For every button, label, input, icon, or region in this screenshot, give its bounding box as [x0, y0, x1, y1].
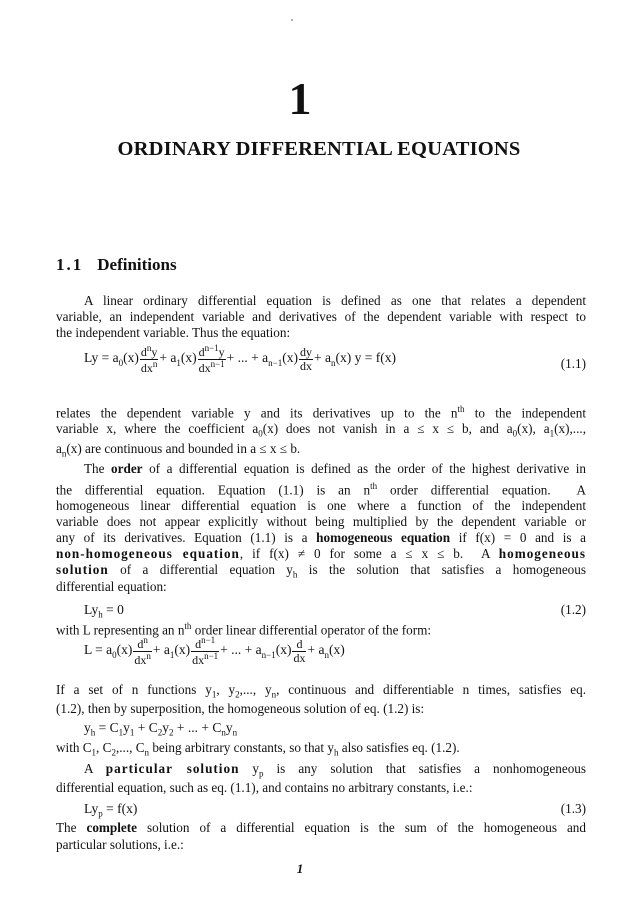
- equation-1-1: $Ly = a_0(x)$ $\frac{d^ny}{dx^n}$ + $a_1(x)$ $\frac{d^{n-1}y}{dx^{n-1}}$ + ... + $a_{n-1}(x)$ $\frac{dy}{dx}$ + $a_n(x) y = f(x)$: [84, 343, 396, 375]
- paragraph-line: homogeneous linear differential equation is one where a function of the independent: [56, 498, 586, 513]
- paragraph-line: particular solutions, i.e.:: [56, 837, 184, 852]
- paragraph-line: variable, an independent variable and derivatives of the dependent variable with respect to: [56, 309, 586, 324]
- paragraph-line: A particular solution $y_p$ is any solution that satisfies a nonhomogeneous: [84, 761, 587, 779]
- paragraph-line: $a_n(x)$ are continuous and bounded in a ≤ x ≤ b.: [56, 441, 301, 459]
- paragraph-line: with $C_1$, $C_2$,..., $C_n$ being arbitrary constants, so that $y_h$ also satisfies eq. (1.2).: [56, 740, 460, 758]
- section-title: Definitions: [97, 255, 177, 274]
- equation-number: (1.1): [560, 356, 586, 371]
- chapter-number: 1: [288, 73, 312, 124]
- chapter-title: ORDINARY DIFFERENTIAL EQUATIONS: [117, 138, 521, 160]
- equation-operator-l: $L = a_0(x)$ $\frac{d^n}{dx^n}$ + $a_1(x)$ $\frac{d^{n-1}}{dx^{n-1}}$ + ... + $a_{n-1}(x)$ $\frac{d}{dx}$ + $a_n(x)$: [84, 635, 345, 667]
- paragraph-line: variable x, where the coefficient $a_0(x)$ does not vanish in a ≤ x ≤ b, and $a_0(x)$, $a_1(x)$,...,: [56, 421, 586, 439]
- equation-1-3: $Ly_p = f(x)$: [84, 801, 138, 819]
- scan-speck: [291, 19, 293, 21]
- paragraph-line: with L representing an $n^{th}$ order linear differential operator of the form:: [56, 621, 432, 638]
- equation-1-2: $Ly_h = 0$: [84, 602, 124, 620]
- equation-number: (1.2): [560, 602, 586, 617]
- paragraph-line: solution of a differential equation $y_h$ is the solution that satisfies a homogeneous: [56, 562, 586, 580]
- paragraph-line: (1.2), then by superposition, the homogeneous solution of eq. (1.2) is:: [56, 701, 425, 716]
- paragraph-line: A linear ordinary differential equation is defined as one that relates a dependent: [84, 293, 586, 308]
- paragraph-line: differential equation, such as eq. (1.1), and contains no arbitrary constants, i.e.:: [56, 780, 473, 795]
- paragraph-line: the differential equation. Equation (1.1) is an $n^{th}$ order differential equation. A: [56, 481, 586, 498]
- equation-number: (1.3): [560, 801, 586, 816]
- paragraph-line: non-homogeneous equation, if f(x) ≠ 0 for some a ≤ x ≤ b. A homogeneous: [56, 546, 586, 561]
- paragraph-line: differential equation:: [56, 579, 167, 594]
- page-number: 1: [296, 861, 304, 876]
- paragraph-line: variable does not appear explicitly without being multiplied by the dependent variable or: [56, 514, 586, 529]
- section-number: 1.1: [56, 255, 84, 274]
- paragraph-line: the independent variable. Thus the equation:: [56, 325, 291, 340]
- paragraph-line: The order of a differential equation is defined as the order of the highest derivative in: [84, 461, 586, 476]
- paragraph-line: If a set of n functions $y_1$, $y_2$,..., $y_n$, continuous and differentiable n times, satisfies eq.: [56, 682, 586, 700]
- equation-homogeneous-solution: $y_h = C_1y_1 + C_2y_2$ + ... + $C_ny_n$: [84, 720, 238, 738]
- paragraph-line: The complete solution of a differential equation is the sum of the homogeneous and: [56, 820, 586, 835]
- paragraph-line: any of its derivatives. Equation (1.1) is a homogeneous equation if f(x) = 0 and is a: [56, 530, 586, 545]
- paragraph-line: relates the dependent variable y and its derivatives up to the $n^{th}$ to the independent: [56, 404, 586, 421]
- section-heading: [56, 255, 177, 275]
